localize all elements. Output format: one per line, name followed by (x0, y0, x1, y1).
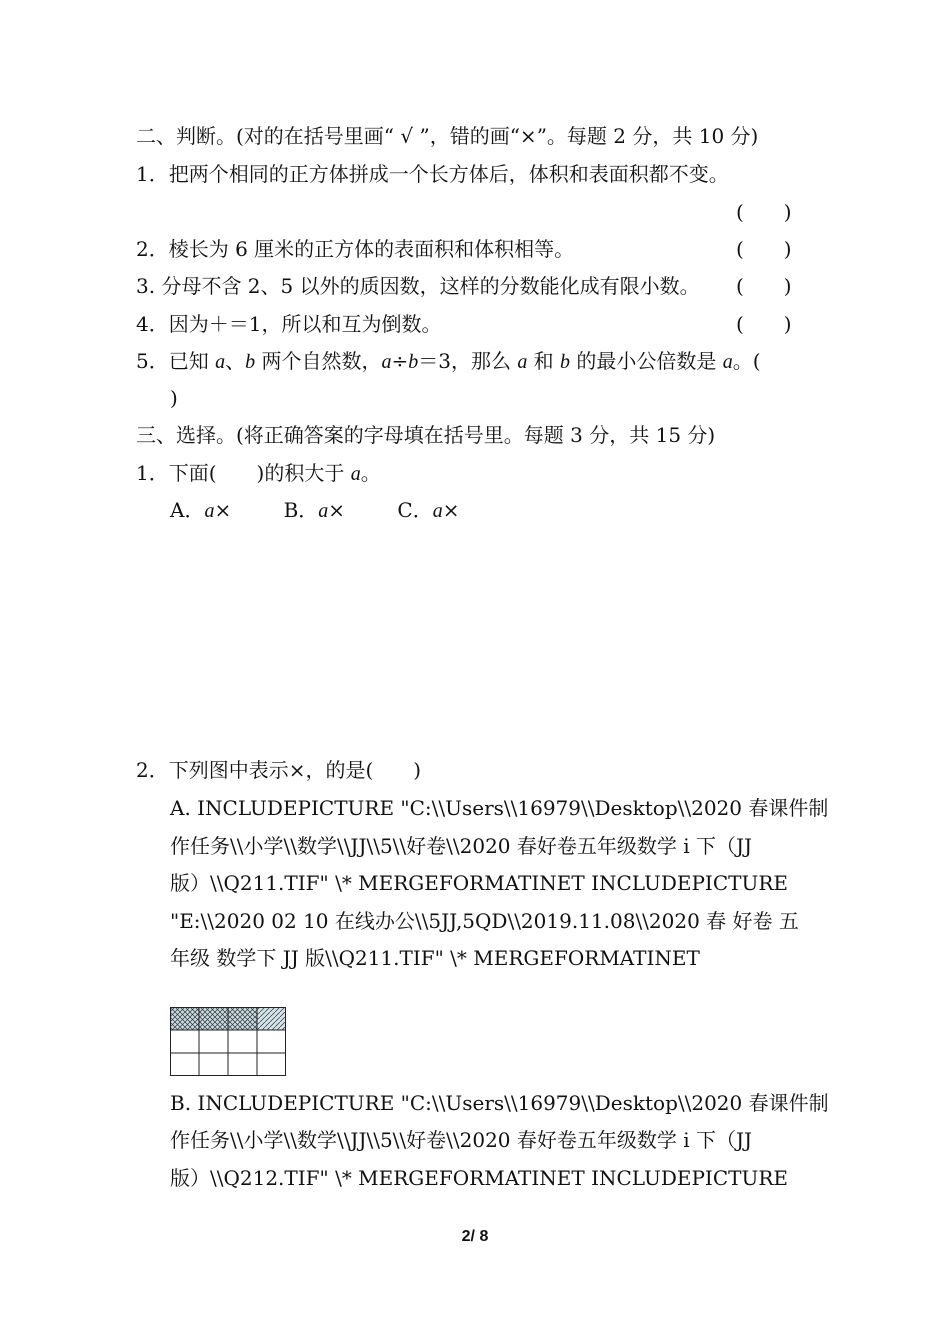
shaded-cell (257, 1008, 286, 1031)
judge-item-3: 3. 分母不含 2、5 以外的质因数，这样的分数能化成有限小数。 (136, 274, 700, 298)
q1-options (170, 496, 505, 525)
item5-sep: 、 (225, 349, 246, 373)
var-a: a (350, 463, 361, 485)
choice-q1 (136, 459, 381, 488)
var-b: b (245, 351, 256, 373)
item5-pre: 5．已知 (136, 349, 216, 373)
option-a (170, 496, 231, 525)
judge-item-2: 2．棱长为 6 厘米的正方体的表面积和体积相等。 (136, 237, 575, 261)
judge-item-1: 1．把两个相同的正方体拼成一个长方体后，体积和表面积都不变。 (136, 162, 729, 186)
var-a: a (722, 351, 733, 373)
fraction-grid-figure (170, 1007, 286, 1076)
option-label: A． (170, 498, 205, 522)
page-number: 2/ 8 (461, 1228, 489, 1245)
var-a: a (318, 500, 329, 522)
item5-and: 和 (527, 349, 561, 373)
section3-title: 三、选择。(将正确答案的字母填在括号里。每题 3 分，共 15 分) (136, 423, 716, 447)
q2-a-line-2: 作任务\\小学\\数学\\JJ\\5\\好卷\\2020 春好卷五年级数学 i 下（JJ (170, 834, 753, 858)
q2-a-line-3: 版）\\Q211.TIF" \* MERGEFORMATINET INCLUDEPICTURE (170, 871, 788, 895)
item5-mid: 两个自然数， (255, 349, 382, 373)
answer-paren-3: ( ) (736, 274, 792, 298)
shaded-cell (171, 1008, 258, 1031)
item5-div: ÷ (391, 349, 409, 373)
var-b: b (408, 351, 419, 373)
q2-a-line-5: 年级 数学下 JJ 版\\Q211.TIF" \* MERGEFORMATINET (170, 946, 700, 970)
q2-a-line-4: "E:\\2020 02 10 在线办公\\5JJ,5QD\\2019.11.08\\2020 春 好卷 五 (170, 909, 799, 933)
option-b (284, 496, 345, 525)
answer-paren-1: ( ) (736, 200, 792, 224)
option-label: C． (397, 498, 433, 522)
answer-paren-4: ( ) (736, 312, 792, 336)
q2-a-line-1: A. INCLUDEPICTURE "C:\\Users\\16979\\Desktop\\2020 春课件制 (170, 796, 829, 820)
var-a: a (215, 351, 226, 373)
q1-text: 1．下面( )的积大于 (136, 461, 351, 485)
item5-mid2: ＝3，那么 (418, 349, 518, 373)
section2-title: 二、判断。(对的在括号里画“ √ ”，错的画“×”。每题 2 分，共 10 分) (136, 124, 759, 148)
judge-item-5 (136, 347, 761, 376)
option-op: × (214, 498, 232, 522)
item5-close-paren: ) (170, 386, 178, 410)
var-a: a (381, 351, 392, 373)
option-c (397, 496, 459, 525)
var-a: a (517, 351, 528, 373)
q2-b-line-3: 版）\\Q212.TIF" \* MERGEFORMATINET INCLUDEPICTURE (170, 1166, 788, 1190)
var-a: a (432, 500, 443, 522)
option-label: B． (283, 498, 319, 522)
judge-item-4: 4．因为＋＝1，所以和互为倒数。 (136, 312, 442, 336)
item5-end: 。( (732, 349, 761, 373)
answer-paren-2: ( ) (736, 237, 792, 261)
q1-post: 。 (360, 461, 381, 485)
q2-b-line-1: B. INCLUDEPICTURE "C:\\Users\\16979\\Desktop\\2020 春课件制 (170, 1091, 829, 1115)
option-op: × (442, 498, 460, 522)
item5-mid3: 的最小公倍数是 (570, 349, 723, 373)
var-a: a (204, 500, 215, 522)
var-b: b (560, 351, 571, 373)
choice-q2: 2．下列图中表示×，的是( ) (136, 758, 422, 782)
q2-b-line-2: 作任务\\小学\\数学\\JJ\\5\\好卷\\2020 春好卷五年级数学 i 下（JJ (170, 1128, 753, 1152)
option-op: × (328, 498, 346, 522)
